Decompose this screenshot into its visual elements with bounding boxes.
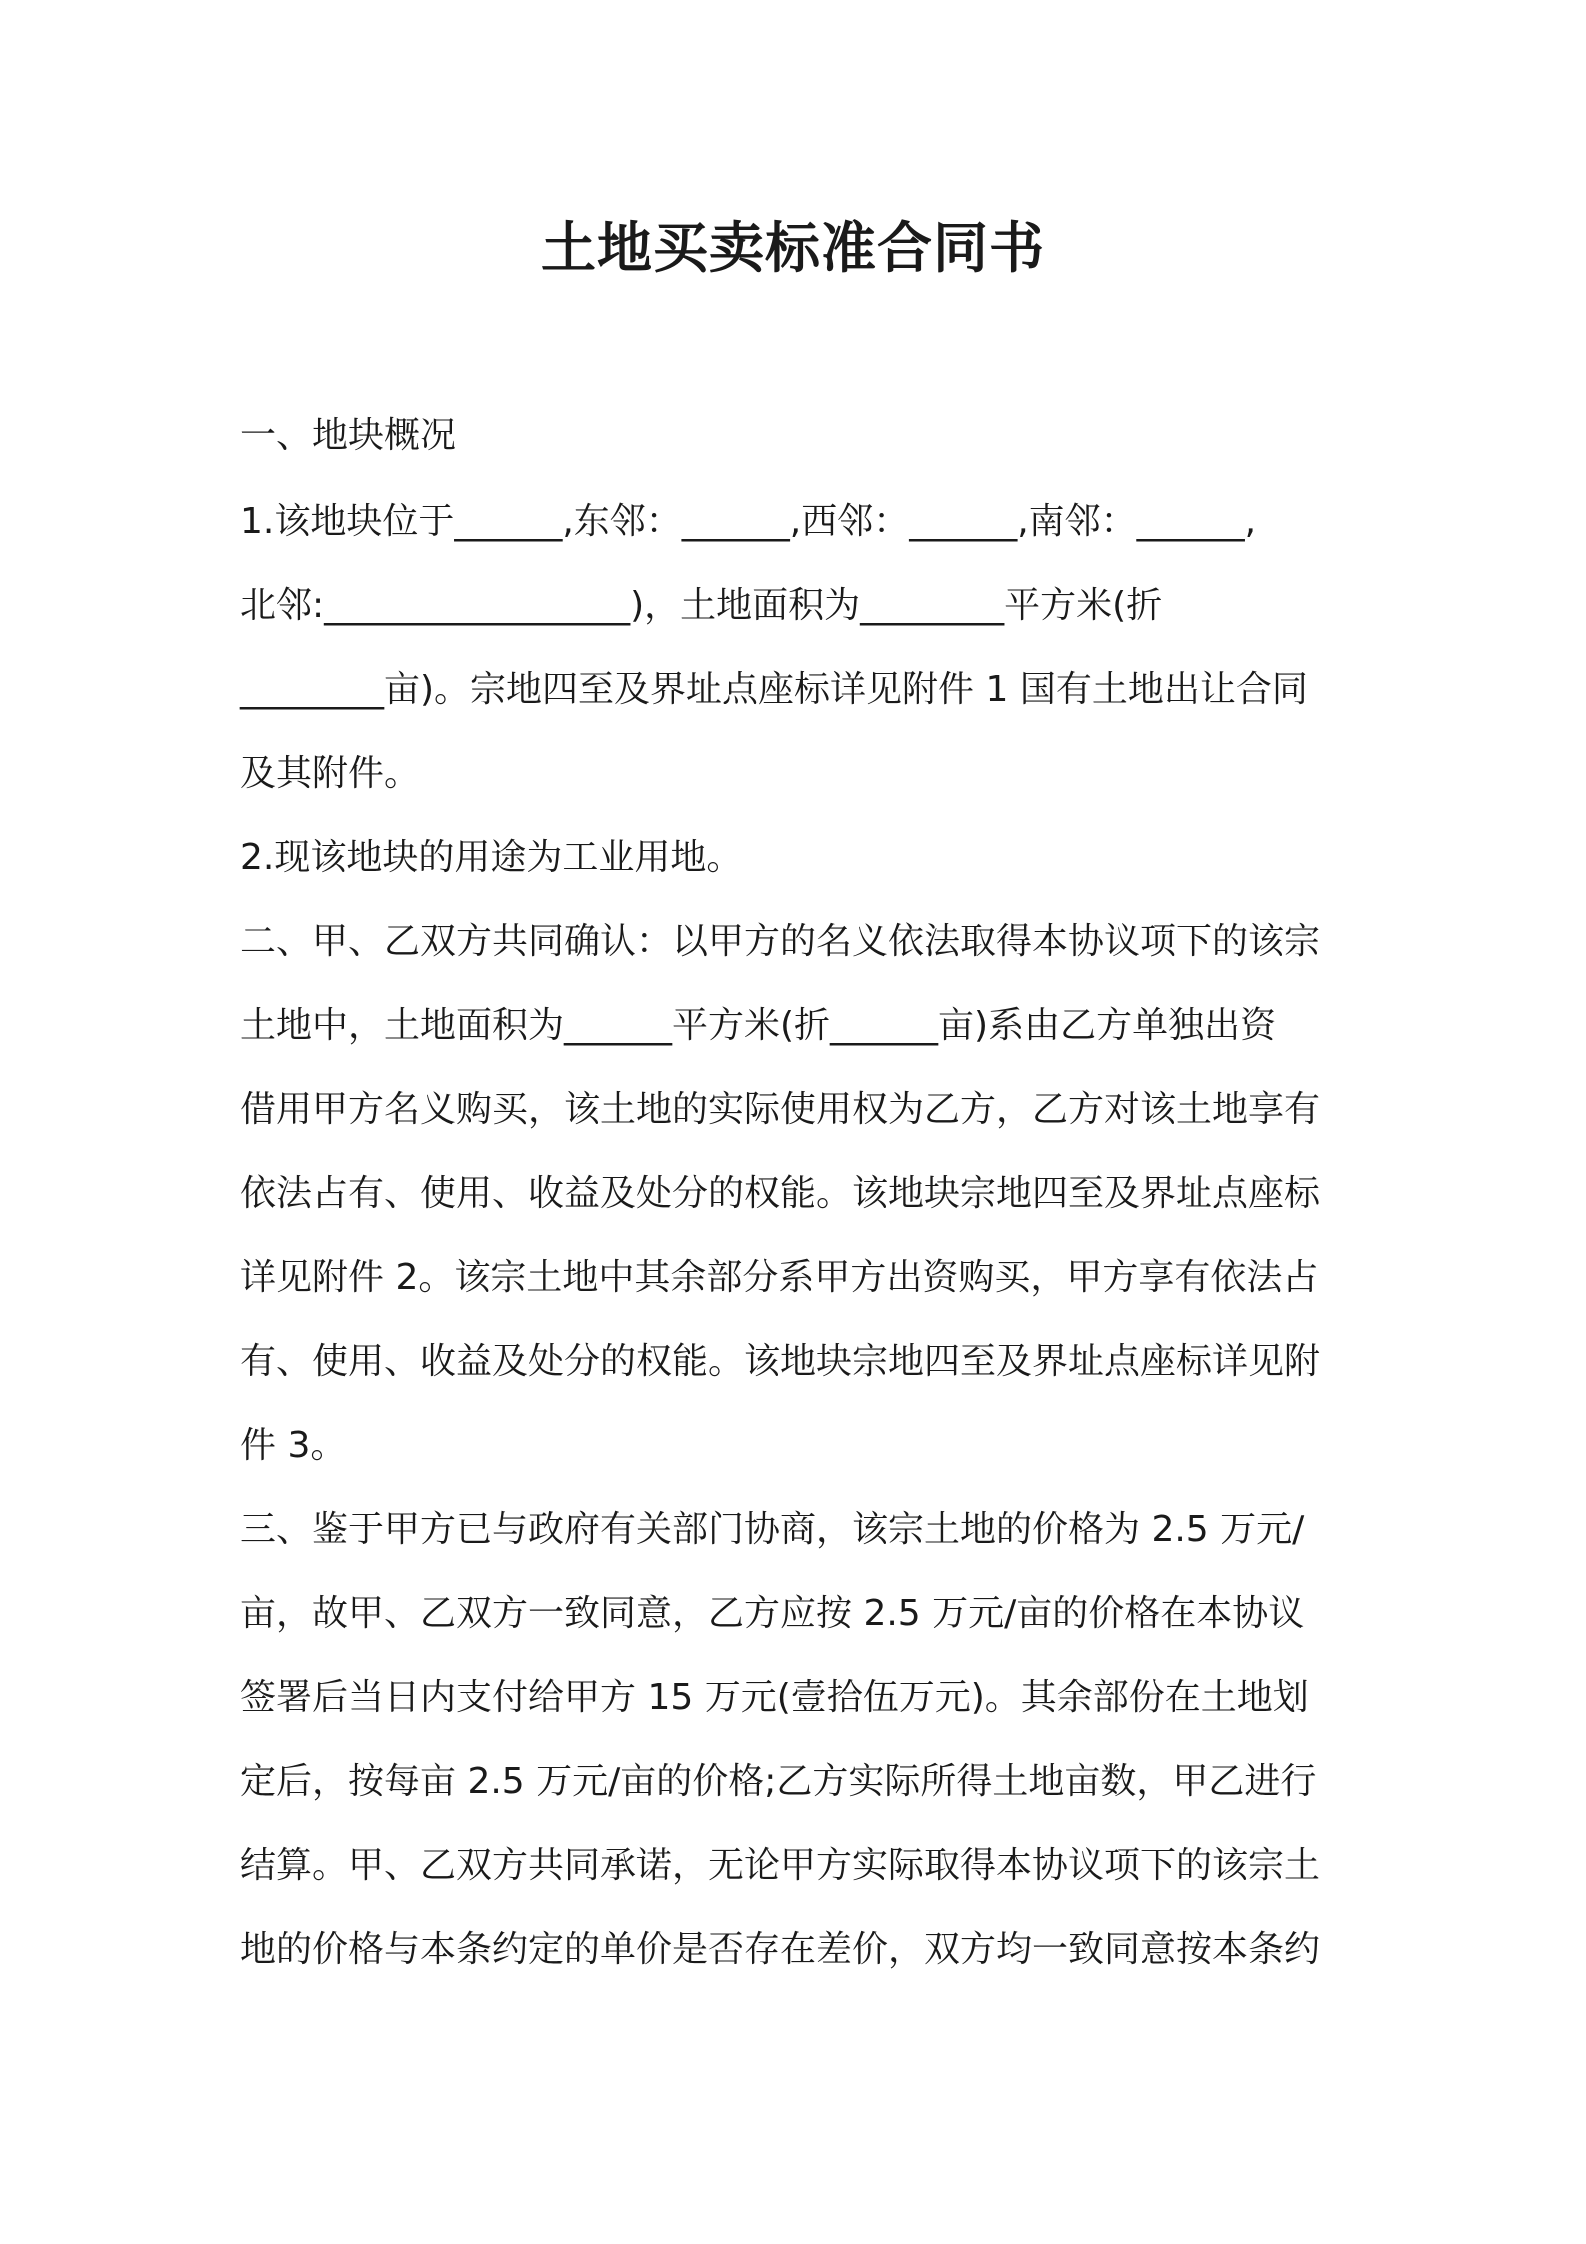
- section-3-line: 三、鉴于甲方已与政府有关部门协商，该宗土地的价格为 2.5 万元/: [240, 1509, 1305, 1550]
- paragraph-line: ________亩)。宗地四至及界址点座标详见附件 1 国有土地出让合同: [240, 669, 1308, 710]
- paragraph-line: 有、使用、收益及处分的权能。该地块宗地四至及界址点座标详见附: [240, 1341, 1321, 1382]
- paragraph-line: 及其附件。: [240, 753, 421, 794]
- paragraph-line: 借用甲方名义购买，该土地的实际使用权为乙方，乙方对该土地享有: [240, 1089, 1321, 1130]
- paragraph-line: 土地中，土地面积为______平方米(折______亩)系由乙方单独出资: [240, 1005, 1277, 1046]
- paragraph-line: 依法占有、使用、收益及处分的权能。该地块宗地四至及界址点座标: [240, 1173, 1321, 1214]
- paragraph-line: 北邻:_________________)，土地面积为________平方米(折: [240, 585, 1163, 626]
- paragraph-line: 结算。甲、乙双方共同承诺，无论甲方实际取得本协议项下的该宗土: [240, 1845, 1321, 1886]
- paragraph-line: 2.现该地块的用途为工业用地。: [240, 837, 743, 878]
- paragraph-line: 件 3。: [240, 1425, 347, 1466]
- section-2-line: 二、甲、乙双方共同确认：以甲方的名义依法取得本协议项下的该宗: [240, 921, 1321, 962]
- document-title: 土地买卖标准合同书: [540, 216, 1045, 280]
- paragraph-line: 定后，按每亩 2.5 万元/亩的价格;乙方实际所得土地亩数，甲乙进行: [240, 1761, 1317, 1802]
- section-1-heading: 一、地块概况: [240, 415, 457, 456]
- paragraph-line: 签署后当日内支付给甲方 15 万元(壹拾伍万元)。其余部份在土地划: [240, 1677, 1309, 1718]
- paragraph-line: 地的价格与本条约定的单价是否存在差价，双方均一致同意按本条约: [240, 1929, 1321, 1970]
- paragraph-line: 1.该地块位于______,东邻：______,西邻：______,南邻：______,: [240, 501, 1257, 542]
- paragraph-line: 亩，故甲、乙双方一致同意，乙方应按 2.5 万元/亩的价格在本协议: [240, 1593, 1305, 1634]
- paragraph-line: 详见附件 2。该宗土地中其余部分系甲方出资购买，甲方享有依法占: [240, 1257, 1319, 1298]
